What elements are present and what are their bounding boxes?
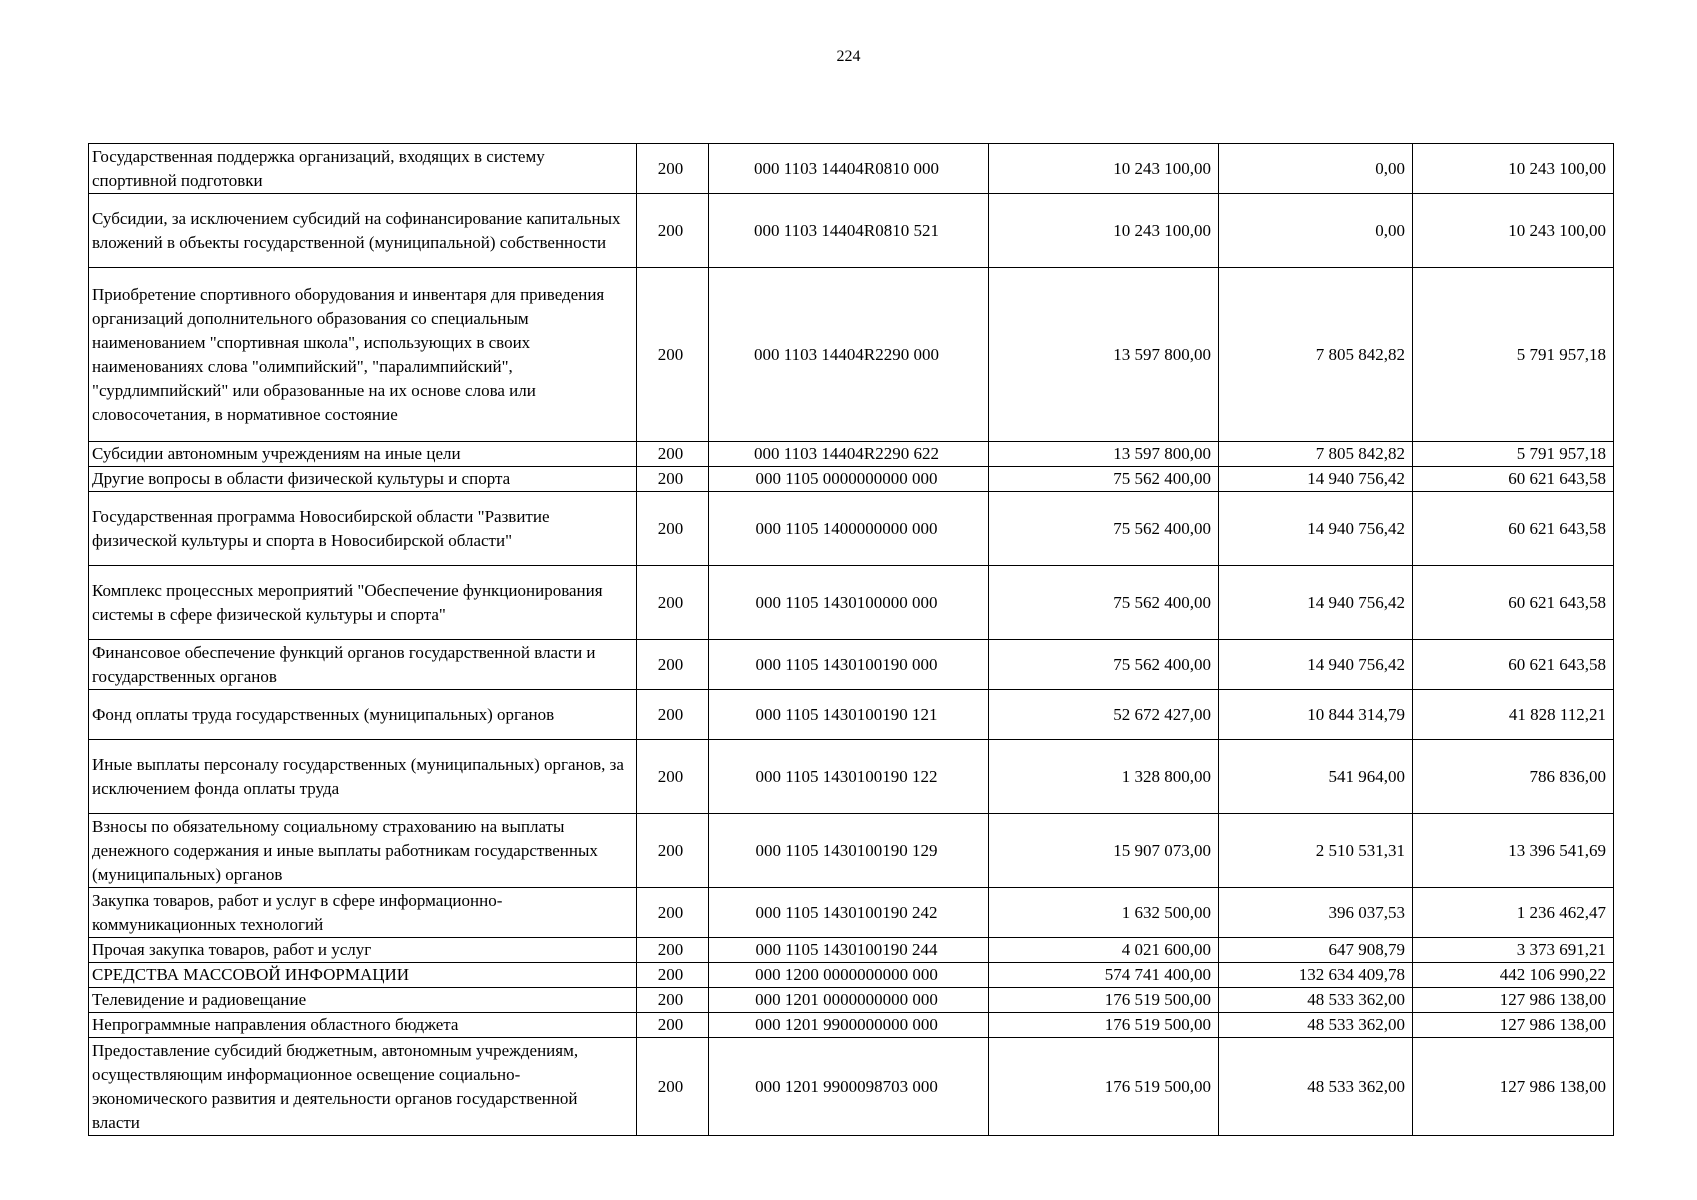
row-code-cell: 200 (637, 814, 709, 888)
row-executed-cell: 132 634 409,78 (1219, 963, 1413, 988)
row-approved-cell: 176 519 500,00 (989, 1013, 1219, 1038)
row-executed-cell: 14 940 756,42 (1219, 492, 1413, 566)
table-row (89, 640, 1614, 690)
row-kbk-cell: 000 1105 1430100000 000 (709, 566, 989, 640)
row-kbk-cell: 000 1103 14404R0810 521 (709, 194, 989, 268)
row-approved-cell: 1 632 500,00 (989, 888, 1219, 938)
row-unexecuted-cell: 13 396 541,69 (1413, 814, 1614, 888)
row-code-cell: 200 (637, 1038, 709, 1136)
row-unexecuted-cell: 786 836,00 (1413, 740, 1614, 814)
row-code-cell: 200 (637, 740, 709, 814)
row-unexecuted-cell: 1 236 462,47 (1413, 888, 1614, 938)
row-name-cell: СРЕДСТВА МАССОВОЙ ИНФОРМАЦИИ (89, 963, 637, 988)
row-unexecuted-cell: 60 621 643,58 (1413, 492, 1614, 566)
row-approved-cell: 15 907 073,00 (989, 814, 1219, 888)
row-name-cell: Предоставление субсидий бюджетным, автономным учреждениям, осуществляющим информационное освещение социально-экономического развития и деятельности органов государственной власти (89, 1038, 637, 1136)
row-name-cell: Комплекс процессных мероприятий "Обеспечение функционирования системы в сфере физической культуры и спорта" (89, 566, 637, 640)
row-approved-cell: 13 597 800,00 (989, 442, 1219, 467)
row-unexecuted-cell: 127 986 138,00 (1413, 1038, 1614, 1136)
row-unexecuted-cell: 60 621 643,58 (1413, 640, 1614, 690)
row-approved-cell: 52 672 427,00 (989, 690, 1219, 740)
row-name-cell: Иные выплаты персоналу государственных (муниципальных) органов, за исключением фонда оплаты труда (89, 740, 637, 814)
row-code-cell: 200 (637, 938, 709, 963)
row-approved-cell: 176 519 500,00 (989, 1038, 1219, 1136)
row-approved-cell: 574 741 400,00 (989, 963, 1219, 988)
row-kbk-cell: 000 1105 0000000000 000 (709, 467, 989, 492)
row-code-cell: 200 (637, 492, 709, 566)
row-executed-cell: 0,00 (1219, 194, 1413, 268)
row-code-cell: 200 (637, 640, 709, 690)
row-kbk-cell: 000 1105 1400000000 000 (709, 492, 989, 566)
table-row (89, 988, 1614, 1013)
row-name-cell: Другие вопросы в области физической культуры и спорта (89, 467, 637, 492)
row-kbk-cell: 000 1201 0000000000 000 (709, 988, 989, 1013)
row-unexecuted-cell: 10 243 100,00 (1413, 194, 1614, 268)
row-code-cell: 200 (637, 144, 709, 194)
row-kbk-cell: 000 1200 0000000000 000 (709, 963, 989, 988)
row-kbk-cell: 000 1105 1430100190 122 (709, 740, 989, 814)
table-row (89, 194, 1614, 268)
row-approved-cell: 75 562 400,00 (989, 467, 1219, 492)
row-executed-cell: 48 533 362,00 (1219, 1013, 1413, 1038)
row-kbk-cell: 000 1201 9900098703 000 (709, 1038, 989, 1136)
row-unexecuted-cell: 3 373 691,21 (1413, 938, 1614, 963)
budget-execution-table (88, 143, 1614, 1136)
row-executed-cell: 14 940 756,42 (1219, 640, 1413, 690)
table-row (89, 690, 1614, 740)
row-unexecuted-cell: 5 791 957,18 (1413, 442, 1614, 467)
row-kbk-cell: 000 1103 14404R0810 000 (709, 144, 989, 194)
row-unexecuted-cell: 41 828 112,21 (1413, 690, 1614, 740)
row-unexecuted-cell: 60 621 643,58 (1413, 467, 1614, 492)
table-row (89, 888, 1614, 938)
row-executed-cell: 14 940 756,42 (1219, 467, 1413, 492)
row-approved-cell: 75 562 400,00 (989, 566, 1219, 640)
row-name-cell: Прочая закупка товаров, работ и услуг (89, 938, 637, 963)
table-row (89, 144, 1614, 194)
row-executed-cell: 396 037,53 (1219, 888, 1413, 938)
row-executed-cell: 2 510 531,31 (1219, 814, 1413, 888)
row-executed-cell: 7 805 842,82 (1219, 442, 1413, 467)
table-row (89, 938, 1614, 963)
row-code-cell: 200 (637, 194, 709, 268)
row-name-cell: Государственная программа Новосибирской области "Развитие физической культуры и спорта в Новосибирской области" (89, 492, 637, 566)
row-kbk-cell: 000 1201 9900000000 000 (709, 1013, 989, 1038)
row-name-cell: Приобретение спортивного оборудования и инвентаря для приведения организаций дополнительного образования со специальным наименованием "спортивная школа", использующих в своих наименованиях слова "олимпийский", "паралимпийский", "сурдлимпийский" или образованные на их основе слова или словосочетания, в нормативное состояние (89, 268, 637, 442)
table-row (89, 566, 1614, 640)
row-approved-cell: 4 021 600,00 (989, 938, 1219, 963)
table-row (89, 467, 1614, 492)
row-name-cell: Взносы по обязательному социальному страхованию на выплаты денежного содержания и иные выплаты работникам государственных (муниципальных) органов (89, 814, 637, 888)
row-kbk-cell: 000 1105 1430100190 244 (709, 938, 989, 963)
row-name-cell: Субсидии, за исключением субсидий на софинансирование капитальных вложений в объекты государственной (муниципальной) собственности (89, 194, 637, 268)
table-row (89, 740, 1614, 814)
row-name-cell: Закупка товаров, работ и услуг в сфере информационно-коммуникационных технологий (89, 888, 637, 938)
table-row (89, 963, 1614, 988)
row-executed-cell: 541 964,00 (1219, 740, 1413, 814)
row-kbk-cell: 000 1103 14404R2290 000 (709, 268, 989, 442)
row-approved-cell: 176 519 500,00 (989, 988, 1219, 1013)
row-unexecuted-cell: 127 986 138,00 (1413, 988, 1614, 1013)
row-approved-cell: 10 243 100,00 (989, 194, 1219, 268)
table-row (89, 814, 1614, 888)
row-executed-cell: 0,00 (1219, 144, 1413, 194)
row-executed-cell: 48 533 362,00 (1219, 1038, 1413, 1136)
row-executed-cell: 48 533 362,00 (1219, 988, 1413, 1013)
row-name-cell: Субсидии автономным учреждениям на иные цели (89, 442, 637, 467)
row-approved-cell: 75 562 400,00 (989, 492, 1219, 566)
row-code-cell: 200 (637, 963, 709, 988)
row-code-cell: 200 (637, 442, 709, 467)
row-kbk-cell: 000 1103 14404R2290 622 (709, 442, 989, 467)
row-unexecuted-cell: 5 791 957,18 (1413, 268, 1614, 442)
row-name-cell: Финансовое обеспечение функций органов государственной власти и государственных органов (89, 640, 637, 690)
table-row (89, 492, 1614, 566)
row-executed-cell: 14 940 756,42 (1219, 566, 1413, 640)
page-number: 224 (836, 48, 861, 65)
row-approved-cell: 75 562 400,00 (989, 640, 1219, 690)
row-code-cell: 200 (637, 566, 709, 640)
table-row (89, 1013, 1614, 1038)
row-unexecuted-cell: 10 243 100,00 (1413, 144, 1614, 194)
row-unexecuted-cell: 442 106 990,22 (1413, 963, 1614, 988)
row-unexecuted-cell: 127 986 138,00 (1413, 1013, 1614, 1038)
row-name-cell: Фонд оплаты труда государственных (муниципальных) органов (89, 690, 637, 740)
row-code-cell: 200 (637, 268, 709, 442)
row-name-cell: Государственная поддержка организаций, входящих в систему спортивной подготовки (89, 144, 637, 194)
table-row (89, 442, 1614, 467)
row-unexecuted-cell: 60 621 643,58 (1413, 566, 1614, 640)
row-code-cell: 200 (637, 988, 709, 1013)
table-row (89, 1038, 1614, 1136)
row-code-cell: 200 (637, 690, 709, 740)
row-executed-cell: 647 908,79 (1219, 938, 1413, 963)
row-kbk-cell: 000 1105 1430100190 129 (709, 814, 989, 888)
row-executed-cell: 7 805 842,82 (1219, 268, 1413, 442)
table-row (89, 268, 1614, 442)
row-name-cell: Непрограммные направления областного бюджета (89, 1013, 637, 1038)
row-code-cell: 200 (637, 888, 709, 938)
row-kbk-cell: 000 1105 1430100190 242 (709, 888, 989, 938)
row-approved-cell: 1 328 800,00 (989, 740, 1219, 814)
row-executed-cell: 10 844 314,79 (1219, 690, 1413, 740)
row-code-cell: 200 (637, 1013, 709, 1038)
row-approved-cell: 10 243 100,00 (989, 144, 1219, 194)
table-body (89, 144, 1614, 1136)
row-code-cell: 200 (637, 467, 709, 492)
row-kbk-cell: 000 1105 1430100190 000 (709, 640, 989, 690)
row-name-cell: Телевидение и радиовещание (89, 988, 637, 1013)
row-approved-cell: 13 597 800,00 (989, 268, 1219, 442)
row-kbk-cell: 000 1105 1430100190 121 (709, 690, 989, 740)
